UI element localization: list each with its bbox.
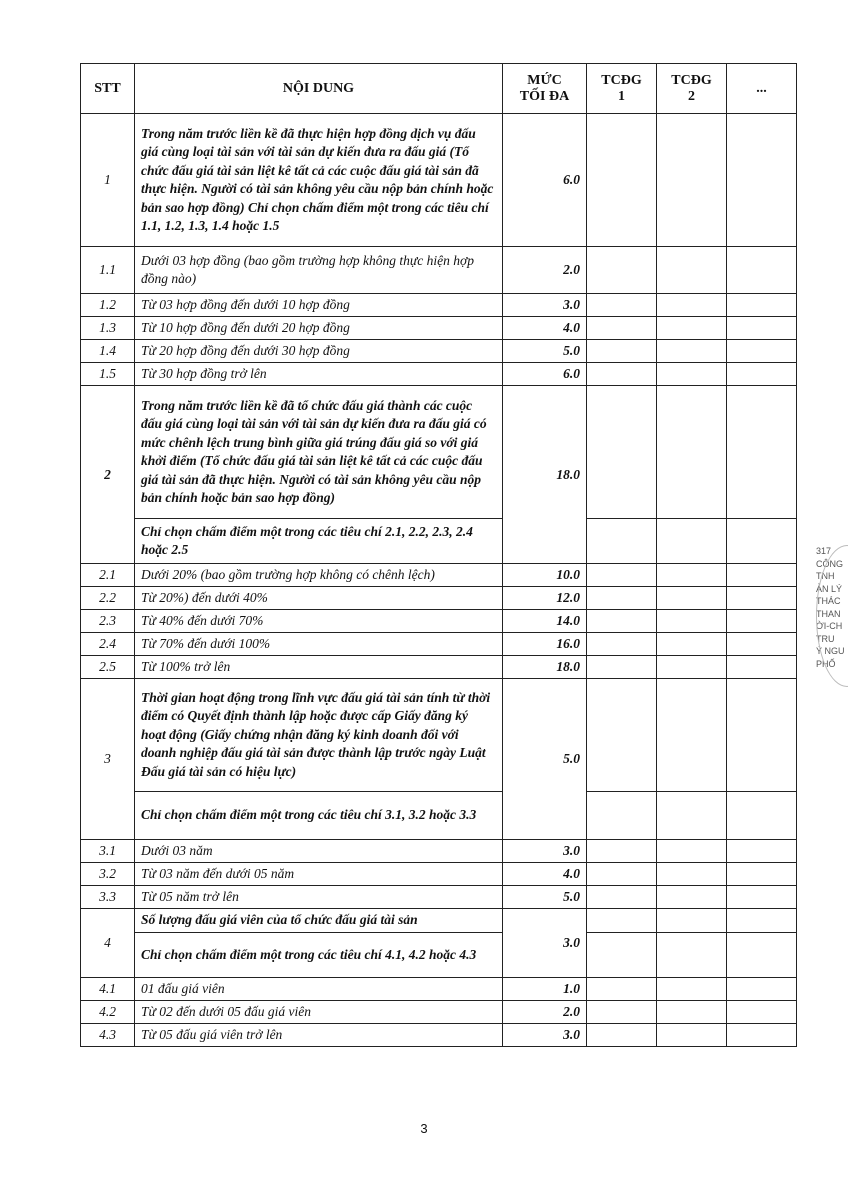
table-row	[81, 519, 797, 564]
score-cell-tcdg1	[587, 386, 657, 519]
stamp-line: ẢN LÝ	[816, 583, 843, 594]
max-score: 16.0	[503, 633, 587, 656]
max-score: 18.0	[503, 656, 587, 679]
criterion-text: Dưới 20% (bao gồm trường hợp không có chênh lệch)	[135, 564, 503, 587]
row-number: 1.3	[81, 317, 135, 340]
criterion-instruction: Chỉ chọn chấm điểm một trong các tiêu chí 4.1, 4.2 hoặc 4.3	[135, 933, 503, 978]
criterion-text: Từ 20 hợp đồng đến dưới 30 hợp đồng	[135, 340, 503, 363]
max-score: 4.0	[503, 863, 587, 886]
table-row	[81, 933, 797, 978]
score-cell-tcdg1	[587, 340, 657, 363]
row-number: 2.3	[81, 610, 135, 633]
score-cell-tcdg1	[587, 840, 657, 863]
score-cell-more	[727, 294, 797, 317]
score-cell-tcdg2	[657, 294, 727, 317]
max-score: 5.0	[503, 340, 587, 363]
score-cell-tcdg1	[587, 363, 657, 386]
criterion-text: Trong năm trước liền kề đã thực hiện hợp đồng dịch vụ đấu giá cùng loại tài sản với tài sản dự kiến đưa ra đấu giá (Tổ chức đấu giá tài sản liệt kê tất cả các cuộc đấu giá tài sản đã thực hiện. Người có tài sản không yêu cầu nộp bản chính hoặc bản sao hợp đồng) Chỉ chọn chấm điểm một trong các tiêu chí 1.1, 1.2, 1.3, 1.4 hoặc 1.5	[135, 114, 503, 247]
score-cell-tcdg2	[657, 978, 727, 1001]
criteria-table	[80, 63, 797, 1047]
stamp-line: TNH	[816, 571, 835, 581]
criterion-text: Từ 30 hợp đồng trở lên	[135, 363, 503, 386]
row-number: 1.5	[81, 363, 135, 386]
table-row	[81, 294, 797, 317]
score-cell-more	[727, 933, 797, 978]
criterion-text: Từ 10 hợp đồng đến dưới 20 hợp đồng	[135, 317, 503, 340]
row-number: 3.2	[81, 863, 135, 886]
score-cell-more	[727, 519, 797, 564]
criterion-text: Từ 100% trở lên	[135, 656, 503, 679]
table-row	[81, 317, 797, 340]
row-number: 2.2	[81, 587, 135, 610]
table-row	[81, 386, 797, 519]
score-cell-more	[727, 247, 797, 294]
score-cell-tcdg2	[657, 840, 727, 863]
criterion-text: Từ 03 hợp đồng đến dưới 10 hợp đồng	[135, 294, 503, 317]
score-cell-more	[727, 656, 797, 679]
score-cell-more	[727, 587, 797, 610]
row-number: 4.1	[81, 978, 135, 1001]
max-score: 5.0	[503, 886, 587, 909]
col-header-stt: STT	[81, 64, 135, 114]
max-score: 3.0	[503, 1024, 587, 1047]
score-cell-more	[727, 978, 797, 1001]
max-score: 5.0	[503, 679, 587, 840]
criterion-text: Từ 05 đấu giá viên trở lên	[135, 1024, 503, 1047]
stamp-line: PHỐ	[816, 658, 836, 669]
table-row	[81, 792, 797, 840]
criterion-text: Dưới 03 năm	[135, 840, 503, 863]
score-cell-more	[727, 909, 797, 933]
table-row	[81, 340, 797, 363]
score-cell-tcdg2	[657, 792, 727, 840]
score-cell-tcdg1	[587, 294, 657, 317]
max-score: 18.0	[503, 386, 587, 564]
table-row	[81, 679, 797, 792]
table-row	[81, 840, 797, 863]
max-score: 6.0	[503, 114, 587, 247]
table-row	[81, 633, 797, 656]
score-cell-tcdg1	[587, 679, 657, 792]
score-cell-tcdg2	[657, 340, 727, 363]
score-cell-tcdg2	[657, 519, 727, 564]
row-number: 1.2	[81, 294, 135, 317]
score-cell-tcdg1	[587, 564, 657, 587]
score-cell-tcdg2	[657, 564, 727, 587]
row-number: 3.1	[81, 840, 135, 863]
table-row	[81, 564, 797, 587]
row-number: 4.3	[81, 1024, 135, 1047]
table-row	[81, 587, 797, 610]
score-cell-tcdg1	[587, 519, 657, 564]
criterion-text: Từ 20%) đến dưới 40%	[135, 587, 503, 610]
max-score: 4.0	[503, 317, 587, 340]
table-row	[81, 1001, 797, 1024]
score-cell-more	[727, 363, 797, 386]
max-score: 12.0	[503, 587, 587, 610]
score-cell-tcdg2	[657, 1024, 727, 1047]
max-score: 3.0	[503, 840, 587, 863]
row-number: 2.4	[81, 633, 135, 656]
score-cell-tcdg1	[587, 633, 657, 656]
score-cell-tcdg2	[657, 679, 727, 792]
score-cell-more	[727, 679, 797, 792]
score-cell-tcdg2	[657, 610, 727, 633]
score-cell-tcdg2	[657, 886, 727, 909]
table-row	[81, 247, 797, 294]
score-cell-more	[727, 114, 797, 247]
score-cell-tcdg1	[587, 886, 657, 909]
criterion-text: Số lượng đấu giá viên của tổ chức đấu giá tài sản	[135, 909, 503, 933]
stamp-line: 317	[816, 546, 832, 556]
criterion-instruction: Chỉ chọn chấm điểm một trong các tiêu chí 2.1, 2.2, 2.3, 2.4 hoặc 2.5	[135, 519, 503, 564]
score-cell-tcdg2	[657, 633, 727, 656]
criterion-text: Trong năm trước liền kề đã tổ chức đấu giá thành các cuộc đấu giá cùng loại tài sản với tài sản dự kiến đưa ra đấu giá có mức chênh lệch trung bình giữa giá trúng đấu giá so với giá khởi điểm (Tổ chức đấu giá tài sản liệt kê tất cả các cuộc đấu giá tài sản đã thực hiện. Người có tài sản không yêu cầu nộp bản chính hoặc bản sao hợp đồng)	[135, 386, 503, 519]
page-number: 3	[420, 1121, 428, 1136]
score-cell-tcdg1	[587, 247, 657, 294]
score-cell-tcdg1	[587, 933, 657, 978]
score-cell-tcdg1	[587, 978, 657, 1001]
max-score: 3.0	[503, 294, 587, 317]
col-header-tcdg1: TCĐG 1	[587, 64, 657, 114]
row-number: 3	[81, 679, 135, 840]
stamp-line: THÁC	[816, 596, 841, 606]
row-number: 4.2	[81, 1001, 135, 1024]
criterion-text: Từ 70% đến dưới 100%	[135, 633, 503, 656]
score-cell-more	[727, 564, 797, 587]
table-row	[81, 909, 797, 933]
max-score: 2.0	[503, 247, 587, 294]
score-cell-tcdg1	[587, 587, 657, 610]
max-score: 6.0	[503, 363, 587, 386]
table-row	[81, 1024, 797, 1047]
stamp-fragment	[816, 545, 848, 685]
score-cell-tcdg1	[587, 114, 657, 247]
score-cell-tcdg2	[657, 933, 727, 978]
score-cell-tcdg2	[657, 1001, 727, 1024]
header-row	[81, 64, 797, 114]
row-number: 4	[81, 909, 135, 978]
col-header-content: NỘI DUNG	[135, 64, 503, 114]
table-row	[81, 978, 797, 1001]
score-cell-more	[727, 317, 797, 340]
score-cell-tcdg1	[587, 1024, 657, 1047]
score-cell-tcdg2	[657, 363, 727, 386]
row-number: 1.1	[81, 247, 135, 294]
score-cell-more	[727, 863, 797, 886]
table-row	[81, 610, 797, 633]
row-number: 2	[81, 386, 135, 564]
max-score: 2.0	[503, 1001, 587, 1024]
stamp-line: Ý NGU	[816, 646, 845, 656]
max-score: 3.0	[503, 909, 587, 978]
max-score: 10.0	[503, 564, 587, 587]
criterion-text: Từ 05 năm trở lên	[135, 886, 503, 909]
score-cell-tcdg1	[587, 863, 657, 886]
score-cell-more	[727, 792, 797, 840]
row-number: 2.1	[81, 564, 135, 587]
score-cell-tcdg1	[587, 909, 657, 933]
score-cell-more	[727, 1024, 797, 1047]
score-cell-tcdg2	[657, 247, 727, 294]
stamp-line: THAN	[816, 608, 841, 619]
criterion-text: Thời gian hoạt động trong lĩnh vực đấu giá tài sản tính từ thời điểm có Quyết định thành lập hoặc được cấp Giấy đăng ký hoạt động (Giấy chứng nhận đăng ký kinh doanh đối với doanh nghiệp đấu giá tài sản được thành lập trước ngày Luật Đấu giá tài sản có hiệu lực)	[135, 679, 503, 792]
score-cell-tcdg1	[587, 792, 657, 840]
row-number: 1.4	[81, 340, 135, 363]
table-row	[81, 886, 797, 909]
score-cell-tcdg1	[587, 317, 657, 340]
score-cell-tcdg2	[657, 386, 727, 519]
score-cell-tcdg2	[657, 656, 727, 679]
score-cell-tcdg2	[657, 909, 727, 933]
row-number: 1	[81, 114, 135, 247]
score-cell-more	[727, 886, 797, 909]
criterion-text: Dưới 03 hợp đồng (bao gồm trường hợp không thực hiện hợp đồng nào)	[135, 247, 503, 294]
stamp-line: ỜI-CH	[816, 621, 843, 631]
score-cell-tcdg2	[657, 863, 727, 886]
score-cell-more	[727, 610, 797, 633]
score-cell-tcdg1	[587, 610, 657, 633]
table-row	[81, 656, 797, 679]
score-cell-more	[727, 340, 797, 363]
score-cell-more	[727, 1001, 797, 1024]
score-cell-tcdg1	[587, 656, 657, 679]
criterion-text: Từ 03 năm đến dưới 05 năm	[135, 863, 503, 886]
score-cell-tcdg2	[657, 587, 727, 610]
criterion-text: 01 đấu giá viên	[135, 978, 503, 1001]
score-cell-tcdg2	[657, 317, 727, 340]
col-header-more: ...	[727, 64, 797, 114]
score-cell-more	[727, 840, 797, 863]
max-score: 14.0	[503, 610, 587, 633]
row-number: 3.3	[81, 886, 135, 909]
stamp-line: TRU	[816, 633, 835, 644]
score-cell-tcdg2	[657, 114, 727, 247]
row-number: 2.5	[81, 656, 135, 679]
stamp-line: CÔNG	[816, 558, 843, 569]
score-cell-more	[727, 633, 797, 656]
max-score: 1.0	[503, 978, 587, 1001]
score-cell-more	[727, 386, 797, 519]
col-header-tcdg2: TCĐG 2	[657, 64, 727, 114]
table-row	[81, 114, 797, 247]
criterion-instruction: Chỉ chọn chấm điểm một trong các tiêu chí 3.1, 3.2 hoặc 3.3	[135, 792, 503, 840]
table-row	[81, 363, 797, 386]
criterion-text: Từ 02 đến dưới 05 đấu giá viên	[135, 1001, 503, 1024]
criterion-text: Từ 40% đến dưới 70%	[135, 610, 503, 633]
col-header-max: MỨC TỐI ĐA	[503, 64, 587, 114]
score-cell-tcdg1	[587, 1001, 657, 1024]
table-row	[81, 863, 797, 886]
